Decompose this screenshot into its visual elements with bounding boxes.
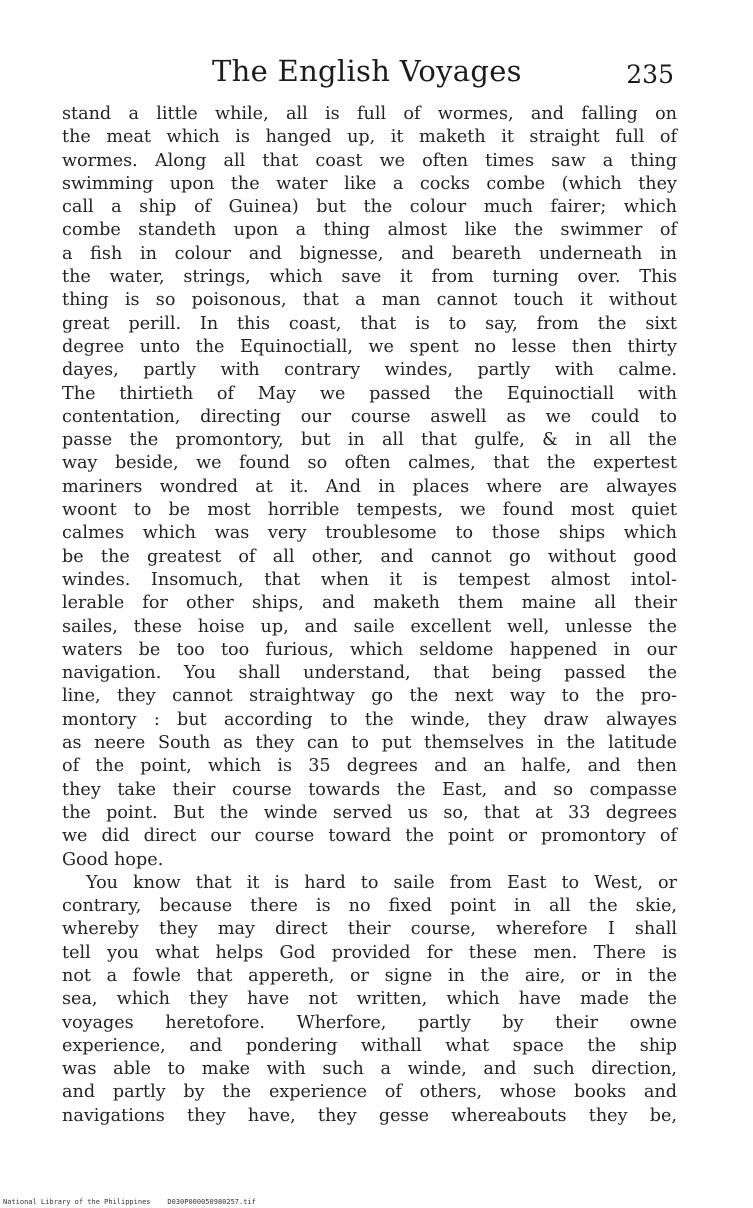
text-line: was able to make with such a winde, and such direction, [62,1059,677,1080]
text-line: windes. Insomuch, that when it is tempest almost intol- [62,569,677,590]
text-line: lerable for other ships, and maketh them maine all their [62,593,677,614]
text-line: You know that it is hard to saile from East to West, or [86,872,677,893]
text-line: sailes, these hoise up, and saile excellent well, unlesse the [62,616,677,637]
text-line: not a fowle that appereth, or signe in the aire, or in the [62,965,677,986]
footer-source: National Library of the Philippines [3,1198,151,1206]
text-line: we did direct our course toward the point or promontory of [62,826,677,847]
text-line: The thirtieth of May we passed the Equinoctiall with [62,383,677,404]
text-line: way beside, we found so often calmes, that the expertest [62,453,677,474]
text-line: montory : but according to the winde, they draw alwayes [62,709,677,730]
text-line: degree unto the Equinoctiall, we spent no lesse then thirty [62,336,677,357]
text-line: navigation. You shall understand, that being passed the [62,663,677,684]
text-line: be the greatest of all other, and cannot go without good [62,546,677,567]
text-line: calmes which was very troublesome to those ships which [62,523,677,544]
text-line: a fish in colour and bignesse, and beareth underneath in [62,243,677,264]
text-line: mariners wondred at it. And in places where are alwayes [62,476,677,497]
text-line: the meat which is hanged up, it maketh it straight full of [62,127,677,148]
running-title: The English Voyages [212,54,522,88]
text-line: call a ship of Guinea) but the colour much fairer; which [62,197,677,218]
text-line: dayes, partly with contrary windes, partly with calme. [62,360,677,381]
text-line: passe the promontory, but in all that gulfe, & in all the [62,430,677,451]
text-line: thing is so poisonous, that a man cannot touch it without [62,290,677,311]
text-line: and partly by the experience of others, whose books and [62,1082,677,1103]
text-line: wormes. Along all that coast we often times saw a thing [62,150,677,171]
scan-footer [3,1198,256,1206]
paragraph-2 [62,872,677,1128]
text-line: whereby they may direct their course, wherefore I shall [62,919,677,940]
body-text [62,103,677,1128]
text-line: swimming upon the water like a cocks combe (which they [62,173,677,194]
text-line: the point. But the winde served us so, that at 33 degrees [62,802,677,823]
text-line: line, they cannot straightway go the next way to the pro- [62,686,677,707]
text-line: as neere South as they can to put themselves in the latitude [62,733,677,754]
text-line: waters be too too furious, which seldome happened in our [62,639,677,660]
text-line: stand a little while, all is full of wormes, and falling on [62,104,677,124]
text-line: of the point, which is 35 degrees and an halfe, and then [62,756,677,777]
text-line: sea, which they have not written, which have made the [62,989,677,1010]
text-line: they take their course towards the East, and so compasse [62,779,677,800]
text-line: great perill. In this coast, that is to say, from the sixt [62,313,677,334]
text-line: contrary, because there is no fixed point in all the skie, [62,896,677,917]
text-line: navigations they have, they gesse whereabouts they be, [62,1105,677,1126]
paragraph-1 [62,103,677,872]
text-line: tell you what helps God provided for these men. There is [62,942,677,963]
text-line: voyages heretofore. Wherfore, partly by their owne [62,1012,677,1033]
text-line: woont to be most horrible tempests, we found most quiet [62,500,677,521]
page-number: 235 [626,60,674,89]
text-line: contentation, directing our course aswell as we could to [62,406,677,427]
page-header [60,54,680,98]
text-line: Good hope. [62,849,164,870]
text-line: the water, strings, which save it from turning over. This [62,267,677,288]
text-line: combe standeth upon a thing almost like the swimmer of [62,220,677,241]
footer-file: D030P000050980257.tif [167,1198,256,1206]
text-line: experience, and pondering withall what space the ship [62,1035,677,1056]
